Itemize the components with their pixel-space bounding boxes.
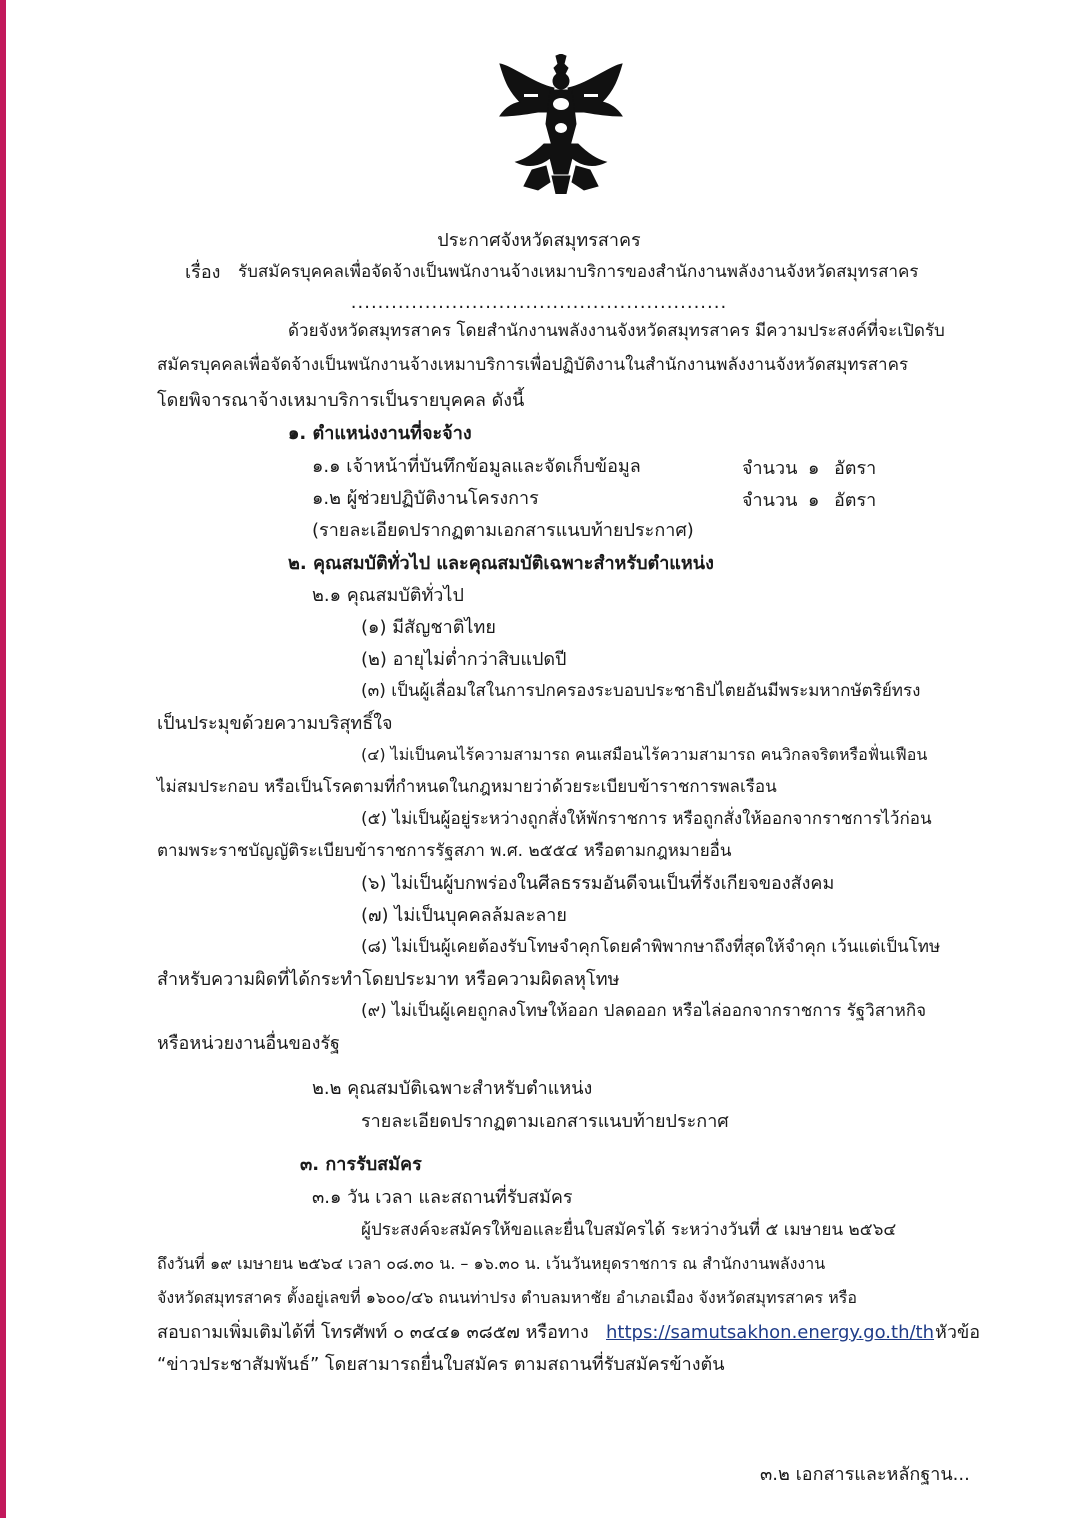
qualification-item-cont: หรือหน่วยงานอื่นของรัฐ	[157, 1033, 340, 1054]
subject-label: เรื่อง	[185, 262, 221, 283]
subsection-text: รายละเอียดปรากฏตามเอกสารแนบท้ายประกาศ	[361, 1111, 729, 1132]
application-line: จังหวัดสมุทรสาคร ตั้งอยู่เลขที่ ๑๖๐๐/๔๖ ถนนท่าปรง ตำบลมหาชัย อำเภอเมือง จังหวัดสมุทรสาคร หรือ	[157, 1288, 857, 1307]
section-note: (รายละเอียดปรากฏตามเอกสารแนบท้ายประกาศ)	[312, 520, 694, 541]
qualification-item: (๑) มีสัญชาติไทย	[361, 617, 496, 638]
header-separator: ........................................................	[350, 292, 728, 313]
qualification-item: (๖) ไม่เป็นผู้บกพร่องในศีลธรรมอันดีจนเป็นที่รังเกียจของสังคม	[361, 873, 835, 894]
subsection-heading: ๒.๒ คุณสมบัติเฉพาะสำหรับตำแหน่ง	[312, 1078, 593, 1099]
position-unit: อัตรา	[834, 458, 877, 479]
qualification-item: (๙) ไม่เป็นผู้เคยถูกลงโทษให้ออก ปลดออก หรือไล่ออกจากราชการ รัฐวิสาหกิจ	[361, 1001, 927, 1021]
qualification-item-cont: ตามพระราชบัญญัติระเบียบข้าราชการรัฐสภา พ.ศ. ๒๕๕๔ หรือตามกฎหมายอื่น	[157, 841, 732, 861]
position-count-label: จำนวน	[742, 490, 798, 511]
qualification-item-cont: เป็นประมุขด้วยความบริสุทธิ์ใจ	[157, 713, 393, 734]
application-line: ถึงวันที่ ๑๙ เมษายน ๒๕๖๔ เวลา ๐๘.๓๐ น. – ๑๖.๓๐ น. เว้นวันหยุดราชการ ณ สำนักงานพลังงาน	[157, 1254, 826, 1273]
qualification-item-cont: สำหรับความผิดที่ได้กระทำโดยประมาท หรือความผิดลหุโทษ	[157, 969, 620, 990]
application-line: “ข่าวประชาสัมพันธ์” โดยสามารถยื่นใบสมัคร ตามสถานที่รับสมัครข้างต้น	[157, 1354, 725, 1375]
qualification-item: (๗) ไม่เป็นบุคคลล้มละลาย	[361, 905, 567, 926]
section-heading: ๑. ตำแหน่งงานที่จะจ้าง	[288, 423, 472, 444]
section-heading: ๒. คุณสมบัติทั่วไป และคุณสมบัติเฉพาะสำหรับตำแหน่ง	[288, 553, 714, 574]
subject-text: รับสมัครบุคคลเพื่อจัดจ้างเป็นพนักงานจ้างเหมาบริการของสำนักงานพลังงานจังหวัดสมุทรสาคร	[238, 262, 919, 282]
website-link[interactable]: https://samutsakhon.energy.go.th/th	[606, 1322, 935, 1343]
garuda-emblem-icon	[494, 54, 628, 194]
contact-text: สอบถามเพิ่มเติมได้ที่ โทรศัพท์ ๐ ๓๔๔๑ ๓๘๕๗ หรือทาง	[157, 1322, 589, 1343]
qualification-item: (๘) ไม่เป็นผู้เคยต้องรับโทษจำคุกโดยคำพิพากษาถึงที่สุดให้จำคุก เว้นแต่เป็นโทษ	[361, 937, 941, 957]
qualification-item: (๔) ไม่เป็นคนไร้ความสามารถ คนเสมือนไร้ความสามารถ คนวิกลจริตหรือฟั่นเฟือน	[361, 745, 928, 764]
topic-label: หัวข้อ	[935, 1322, 981, 1343]
qualification-item: (๒) อายุไม่ต่ำกว่าสิบแปดปี	[361, 649, 567, 670]
section-heading: ๓. การรับสมัคร	[300, 1154, 422, 1175]
qualification-item: (๕) ไม่เป็นผู้อยู่ระหว่างถูกสั่งให้พักราชการ หรือถูกสั่งให้ออกจากราชการไว้ก่อน	[361, 809, 932, 829]
qualification-item-cont: ไม่สมประกอบ หรือเป็นโรคตามที่กำหนดในกฎหมายว่าด้วยระเบียบข้าราชการพลเรือน	[157, 777, 777, 797]
position-count-label: จำนวน	[742, 458, 798, 479]
subsection-heading: ๓.๑ วัน เวลา และสถานที่รับสมัคร	[312, 1187, 573, 1208]
announcement-title: ประกาศจังหวัดสมุทรสาคร	[437, 230, 641, 251]
position-label: ๑.๑ เจ้าหน้าที่บันทึกข้อมูลและจัดเก็บข้อมูล	[312, 456, 641, 477]
intro-line: โดยพิจารณาจ้างเหมาบริการเป็นรายบุคคล ดังนี้	[157, 390, 525, 411]
intro-line: สมัครบุคคลเพื่อจัดจ้างเป็นพนักงานจ้างเหมาบริการเพื่อปฏิบัติงานในสำนักงานพลังงานจังหวัดสมุทรสาคร	[157, 355, 909, 375]
page-edge-mark	[0, 0, 6, 1518]
position-count: ๑	[808, 490, 820, 511]
subsection-heading: ๒.๑ คุณสมบัติทั่วไป	[312, 585, 464, 606]
position-count: ๑	[808, 458, 820, 479]
qualification-item: (๓) เป็นผู้เลื่อมใสในการปกครองระบอบประชาธิปไตยอันมีพระมหากษัตริย์ทรง	[361, 681, 921, 701]
intro-line: ด้วยจังหวัดสมุทรสาคร โดยสำนักงานพลังงานจังหวัดสมุทรสาคร มีความประสงค์ที่จะเปิดรับ	[288, 321, 945, 341]
position-unit: อัตรา	[834, 490, 877, 511]
application-line: ผู้ประสงค์จะสมัครให้ขอและยื่นใบสมัครได้ ระหว่างวันที่ ๕ เมษายน ๒๕๖๔	[361, 1220, 897, 1240]
continuation-text: ๓.๒ เอกสารและหลักฐาน...	[760, 1464, 970, 1485]
position-label: ๑.๒ ผู้ช่วยปฏิบัติงานโครงการ	[312, 488, 539, 509]
